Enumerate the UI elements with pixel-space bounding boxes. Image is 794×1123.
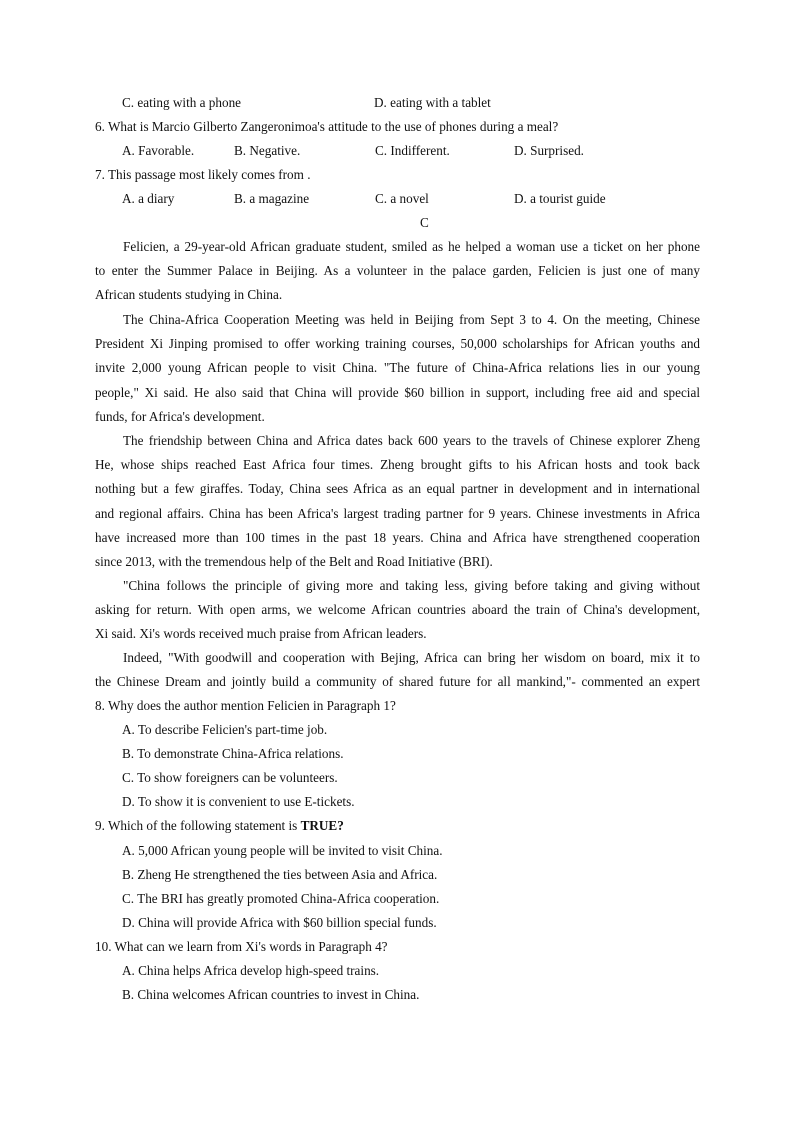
paragraph-line: people," Xi said. He also said that China will provide $60 billion in support, including free aid and special <box>95 384 700 400</box>
question-9-option-a: A. 5,000 African young people will be invited to visit China. <box>122 843 443 858</box>
question-8-option-b: B. To demonstrate China-Africa relations. <box>122 746 344 761</box>
question-9-stem-text: 9. Which of the following statement is <box>95 818 301 833</box>
paragraph-line: have increased more than 100 times in the past 18 years. China and Africa have strengthened cooperation <box>95 529 700 545</box>
question-9-stem-emphasis: TRUE? <box>300 818 344 833</box>
paragraph-line: nothing but a few giraffes. Today, China sees Africa as an equal partner in development and in international <box>95 481 700 497</box>
question-7-option-b: B. a magazine <box>234 191 310 206</box>
paragraph-line: and regional affairs. China has been Africa's largest trading partner for 9 years. Chinese investments in Africa <box>95 505 700 521</box>
question-7-stem: 7. This passage most likely comes from . <box>95 167 311 182</box>
paragraph-line: The China-Africa Cooperation Meeting was held in Beijing from Sept 3 to 4. On the meeting, Chinese <box>123 312 700 327</box>
question-5-option-d: D. eating with a tablet <box>374 95 491 110</box>
paragraph-line: Felicien, a 29-year-old African graduate student, smiled as he helped a woman use a ticket on her phone <box>123 239 700 254</box>
paragraph-line: invite 2,000 young African people to visit China. "The future of China-Africa relations lies in our young <box>95 360 700 376</box>
paragraph-line: He, whose ships reached East Africa four times. Zheng brought gifts to his African hosts and took back <box>95 457 700 473</box>
question-10-stem: 10. What can we learn from Xi's words in Paragraph 4? <box>95 939 388 954</box>
question-7-option-d: D. a tourist guide <box>514 191 606 206</box>
question-6-stem: 6. What is Marcio Gilberto Zangeronimoa's attitude to the use of phones during a meal? <box>95 119 559 134</box>
question-8-option-a: A. To describe Felicien's part-time job. <box>122 722 328 737</box>
question-9-stem <box>95 818 344 834</box>
question-10-option-a: A. China helps Africa develop high-speed trains. <box>122 963 380 978</box>
question-7-option-c: C. a novel <box>375 191 429 206</box>
passage-paragraph-1 <box>95 235 700 308</box>
passage-paragraph-4 <box>95 574 700 647</box>
question-6-option-c: C. Indifferent. <box>375 143 450 158</box>
paragraph-line: Indeed, "With goodwill and cooperation with Bejing, Africa can bring her wisdom on board, mix it to <box>123 650 700 665</box>
question-6-option-a: A. Favorable. <box>122 143 195 158</box>
paragraph-line: Xi said. Xi's words received much praise from African leaders. <box>95 626 427 642</box>
question-8-option-c: C. To show foreigners can be volunteers. <box>122 770 338 785</box>
question-8-option-d: D. To show it is convenient to use E-tickets. <box>122 794 355 809</box>
question-5-options-row <box>0 95 700 111</box>
paragraph-line: President Xi Jinping promised to offer working training courses, 50,000 scholarships for African youths and <box>95 336 700 352</box>
paragraph-line: to enter the Summer Palace in Beijing. As a volunteer in the palace garden, Felicien is just one of many <box>95 263 700 279</box>
question-9-option-d: D. China will provide Africa with $60 billion special funds. <box>122 915 437 930</box>
passage-paragraph-5 <box>95 646 700 694</box>
question-10-option-b: B. China welcomes African countries to invest in China. <box>122 987 420 1002</box>
question-8-stem: 8. Why does the author mention Felicien in Paragraph 1? <box>95 698 396 713</box>
paragraph-line: since 2013, with the tremendous help of the Belt and Road Initiative (BRI). <box>95 554 493 570</box>
question-9-option-c: C. The BRI has greatly promoted China-Africa cooperation. <box>122 891 440 906</box>
question-9-option-b: B. Zheng He strengthened the ties between Asia and Africa. <box>122 867 438 882</box>
question-6-option-b: B. Negative. <box>234 143 301 158</box>
paragraph-line: "China follows the principle of giving more and taking less, giving before taking and giving without <box>123 578 700 593</box>
passage-paragraph-2 <box>95 308 700 429</box>
question-5-option-c: C. eating with a phone <box>122 95 242 110</box>
paragraph-line: the Chinese Dream and jointly build a community of shared future for all mankind,"- commented an expert <box>95 674 700 690</box>
question-6-options-row <box>0 143 700 159</box>
question-7-options-row <box>0 191 700 207</box>
paragraph-line: African students studying in China. <box>95 287 283 303</box>
passage-paragraph-3 <box>95 429 700 574</box>
paragraph-line: funds, for Africa's development. <box>95 408 265 424</box>
question-6-option-d: D. Surprised. <box>514 143 584 158</box>
question-7-option-a: A. a diary <box>122 191 175 206</box>
paragraph-line: The friendship between China and Africa dates back 600 years to the travels of Chinese explorer Zheng <box>123 433 700 448</box>
section-label: C <box>420 215 429 230</box>
paragraph-line: asking for return. With open arms, we welcome African countries aboard the train of China's development, <box>95 602 700 618</box>
